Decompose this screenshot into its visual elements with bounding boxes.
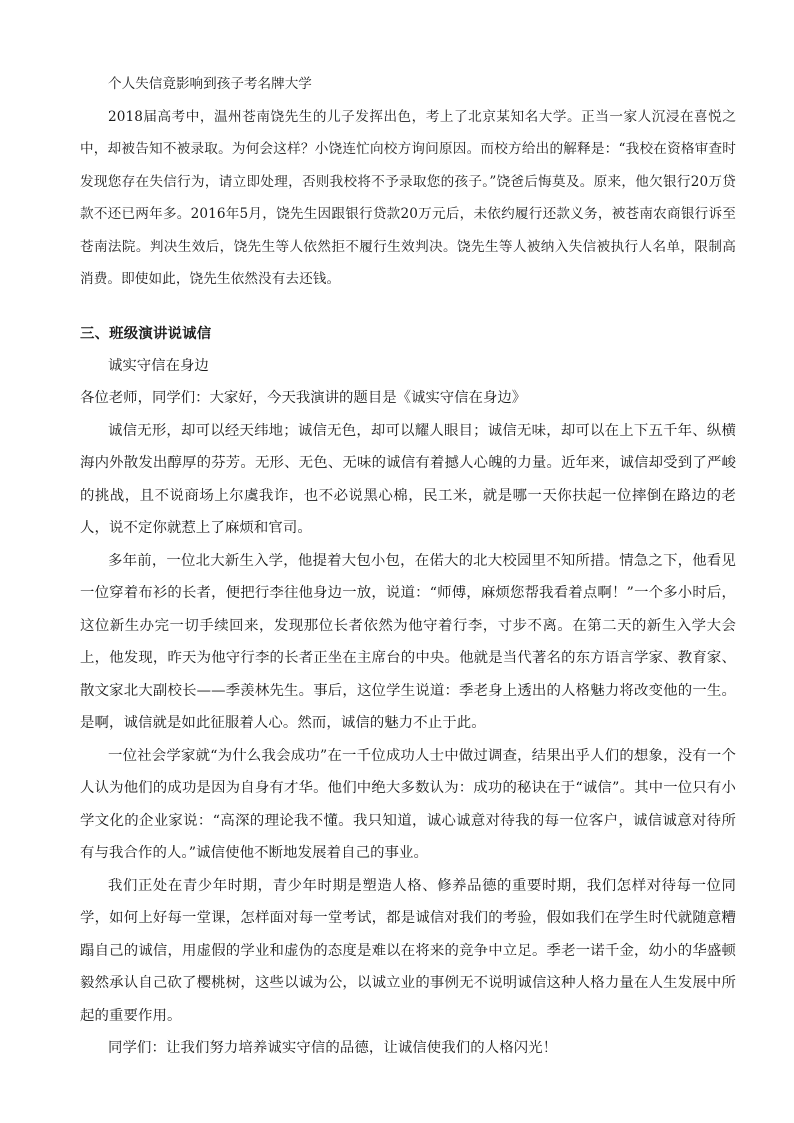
- speech-paragraph-5: 同学们：让我们努力培养诚实守信的品德，让诚信使我们的人格闪光！: [108, 1040, 558, 1056]
- story-title: 个人失信竟影响到孩子考名牌大学: [108, 76, 312, 92]
- speech-paragraph-2: 多年前，一位北大新生入学，他提着大包小包，在偌大的北大校园里不知所措。情急之下，他看见一位穿着布衫的长者，便把行李往他身边一放，说道：“师傅，麻烦您帮我看着点啊！”一个多小时后，这位新生办完一切手续回来，发现那位长者依然为他守着行李，寸步不离。在第二天的新生入学大会上，他发现，昨天为他守行李的长者正坐在主席台的中央。他就是当代著名的东方语言学家、教育家、散文家北大副校长——季羡林先生。事后，这位学生说道：季老身上透出的人格魅力将改变他的一生。是啊，诚信就是如此征服着人心。然而，诚信的魅力不止于此。: [80, 552, 736, 731]
- document-content: [80, 68, 736, 1065]
- speech-salutation: 各位老师，同学们：大家好，今天我演讲的题目是《诚实守信在身边》: [80, 390, 527, 406]
- section-heading: 三、班级演讲说诚信: [80, 325, 212, 342]
- speech-title: 诚实守信在身边: [108, 357, 209, 374]
- speech-paragraph-3: 一位社会学家就“为什么我会成功”在一千位成功人士中做过调查，结果出乎人们的想象，没有一个人认为他们的成功是因为自身有才华。他们中绝大多数认为：成功的秘诀在于“诚信”。其中一位只有小学文化的企业家说：“高深的理论我不懂。我只知道，诚心诚意对待我的每一位客户，诚信诚意对待所有与我合作的人。”诚信使他不断地发展着自己的事业。: [80, 747, 736, 861]
- section-gap: [80, 296, 736, 318]
- speech-paragraph-1: 诚信无形，却可以经天纬地；诚信无色，却可以耀人眼目；诚信无味，却可以在上下五千年、纵横海内外散发出醇厚的芬芳。无形、无色、无味的诚信有着撼人心魄的力量。近年来，诚信却受到了严峻的挑战，且不说商场上尔虞我诈，也不必说黑心棉，民工米，就是哪一天你扶起一位摔倒在路边的老人，说不定你就惹上了麻烦和官司。: [80, 422, 736, 536]
- speech-paragraph-4: 我们正处在青少年时期，青少年时期是塑造人格、修养品德的重要时期，我们怎样对待每一位同学，如何上好每一堂课，怎样面对每一堂考试，都是诚信对我们的考验，假如我们在学生时代就随意糟蹋自己的诚信，用虚假的学业和虚伪的态度是难以在将来的竞争中立足。季老一诺千金，幼小的华盛顿毅然承认自己砍了樱桃树，这些以诚为公，以诚立业的事例无不说明诚信这种人格力量在人生发展中所起的重要作用。: [80, 877, 736, 1024]
- story-body: 2018届高考中，温州苍南饶先生的儿子发挥出色，考上了北京某知名大学。正当一家人沉浸在喜悦之中，却被告知不被录取。为何会这样？小饶连忙向校方询问原因。而校方给出的解释是：“我校在资格审查时发现您存在失信行为，请立即处理，否则我校将不予录取您的孩子。”饶爸后悔莫及。原来，他欠银行20万贷款不还已两年多。2016年5月，饶先生因跟银行贷款20万元后，未依约履行还款义务，被苍南农商银行诉至苍南法院。判决生效后，饶先生等人依然拒不履行生效判决。饶先生等人被纳入失信被执行人名单，限制高消费。即使如此，饶先生依然没有去还钱。: [80, 108, 736, 287]
